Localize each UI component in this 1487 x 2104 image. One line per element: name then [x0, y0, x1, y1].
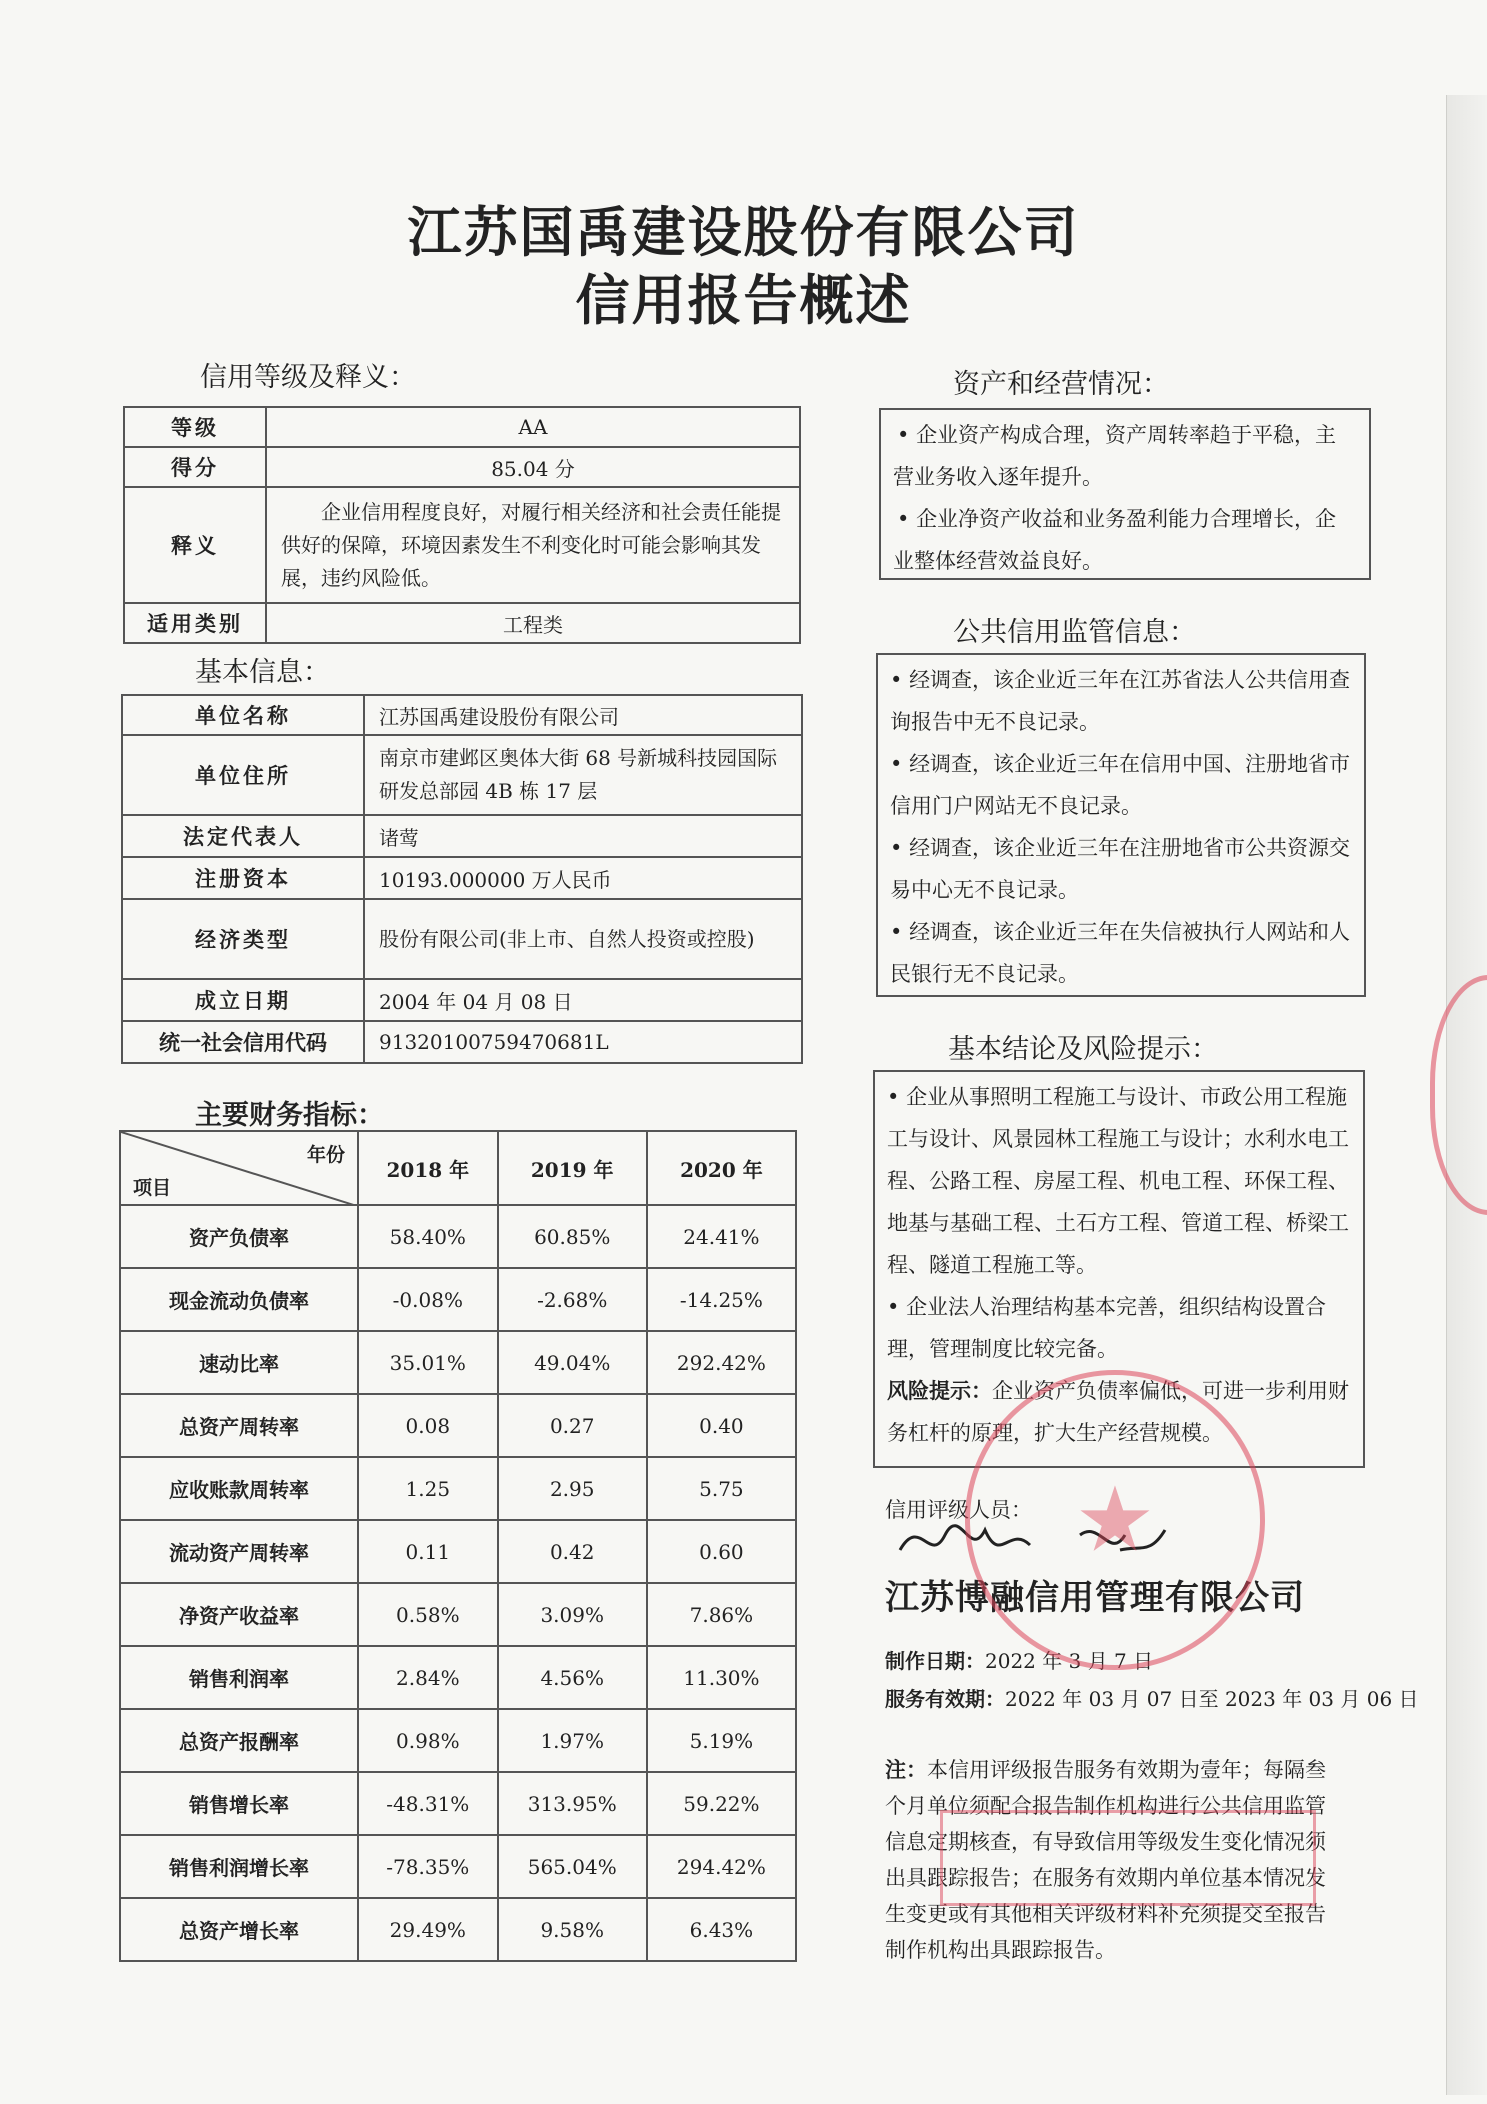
company-seal-stamp [965, 1370, 1265, 1670]
note-label: 注： [885, 1758, 927, 1782]
basic-value: 91320100759470681L [364, 1021, 802, 1063]
basic-heading: 基本信息： [195, 657, 330, 688]
indicator-value: -2.68% [498, 1268, 647, 1331]
valid-value: 2022 年 03 月 07 日至 2023 年 03 月 06 日 [1005, 1687, 1419, 1711]
indicator-label: 总资产报酬率 [120, 1709, 358, 1772]
indicator-label: 速动比率 [120, 1331, 358, 1394]
indicator-value: 9.58% [498, 1898, 647, 1961]
credit-value: 85.04 分 [266, 447, 800, 487]
rater-label: 信用评级人员： [885, 1498, 1032, 1522]
indicator-value: 11.30% [647, 1646, 796, 1709]
corner-bottom: 项目 [133, 1177, 172, 1199]
indicator-value: -14.25% [647, 1268, 796, 1331]
financial-row [120, 1583, 796, 1646]
valid-label: 服务有效期： [885, 1687, 1005, 1711]
indicator-value: 1.25 [358, 1457, 498, 1520]
basic-table [121, 694, 803, 1064]
indicator-label: 资产负债率 [120, 1205, 358, 1268]
credit-label: 适用类别 [124, 603, 266, 643]
edge-seal-stamp [1430, 975, 1487, 1215]
indicator-value: 49.04% [498, 1331, 647, 1394]
public-item: • 经调查，该企业近三年在失信被执行人网站和人民银行无不良记录。 [890, 911, 1352, 995]
basic-value: 南京市建邺区奥体大街 68 号新城科技园国际研发总部园 4B 栋 17 层 [364, 735, 802, 815]
indicator-value: 7.86% [647, 1583, 796, 1646]
basic-label: 单位住所 [122, 735, 364, 815]
credit-heading: 信用等级及释义： [200, 362, 416, 393]
indicator-value: 6.43% [647, 1898, 796, 1961]
credit-value: AA [266, 407, 800, 447]
indicator-value: -48.31% [358, 1772, 498, 1835]
basic-value: 江苏国禹建设股份有限公司 [364, 695, 802, 735]
date-label: 制作日期： [885, 1649, 985, 1673]
financial-row [120, 1268, 796, 1331]
basic-label: 注册资本 [122, 857, 364, 899]
indicator-value: 60.85% [498, 1205, 647, 1268]
title-line1: 江苏国禹建设股份有限公司 [407, 200, 1080, 264]
indicator-value: 565.04% [498, 1835, 647, 1898]
financial-heading: 主要财务指标： [195, 1100, 384, 1131]
indicator-value: 24.41% [647, 1205, 796, 1268]
indicator-value: 0.40 [647, 1394, 796, 1457]
date-value: 2022 年 3 月 7 日 [985, 1649, 1154, 1673]
financial-row [120, 1394, 796, 1457]
financial-row [120, 1520, 796, 1583]
indicator-value: 35.01% [358, 1331, 498, 1394]
indicator-value: 5.75 [647, 1457, 796, 1520]
financial-row [120, 1898, 796, 1961]
credit-label: 得分 [124, 447, 266, 487]
financial-row [120, 1772, 796, 1835]
corner-cell [120, 1131, 358, 1205]
basic-value: 诸莺 [364, 815, 802, 857]
corner-top: 年份 [306, 1144, 345, 1166]
indicator-label: 总资产增长率 [120, 1898, 358, 1961]
financial-body [120, 1205, 796, 1961]
indicator-value: 292.42% [647, 1331, 796, 1394]
note-text: 本信用评级报告服务有效期为壹年；每隔叁个月单位须配合报告制作机构进行公共信用监管信息定期核查，有导致信用等级发生变化情况须出具跟踪报告；在服务有效期内单位基本情况发生变更或有其他相关评级材料补充须提交至报告制作机构出具跟踪报告。 [885, 1758, 1326, 1962]
issuer-company: 江苏博融信用管理有限公司 [885, 1578, 1305, 1618]
indicator-value: 1.97% [498, 1709, 647, 1772]
indicator-label: 应收账款周转率 [120, 1457, 358, 1520]
indicator-value: 0.27 [498, 1394, 647, 1457]
indicator-value: 2.84% [358, 1646, 498, 1709]
year-header: 2018 年 [358, 1131, 498, 1205]
public-heading: 公共信用监管信息： [953, 617, 1196, 648]
star-icon: ★ [1074, 1467, 1156, 1573]
indicator-label: 总资产周转率 [120, 1394, 358, 1457]
basic-value: 股份有限公司(非上市、自然人投资或控股) [364, 899, 802, 979]
indicator-value: 0.08 [358, 1394, 498, 1457]
financial-row [120, 1457, 796, 1520]
assets-item: • 企业净资产收益和业务盈利能力合理增长，企业整体经营效益良好。 [893, 498, 1357, 582]
public-item: • 经调查，该企业近三年在江苏省法人公共信用查询报告中无不良记录。 [890, 659, 1352, 743]
year-header: 2020 年 [647, 1131, 796, 1205]
indicator-label: 销售利润增长率 [120, 1835, 358, 1898]
indicator-value: -0.08% [358, 1268, 498, 1331]
basic-label: 法定代表人 [122, 815, 364, 857]
assets-item: • 企业资产构成合理，资产周转率趋于平稳，主营业务收入逐年提升。 [893, 414, 1357, 498]
indicator-value: 0.60 [647, 1520, 796, 1583]
indicator-label: 销售利润率 [120, 1646, 358, 1709]
financial-table [119, 1130, 797, 1962]
basic-label: 单位名称 [122, 695, 364, 735]
credit-table [123, 406, 801, 644]
indicator-label: 销售增长率 [120, 1772, 358, 1835]
credit-label: 等级 [124, 407, 266, 447]
basic-label: 成立日期 [122, 979, 364, 1021]
public-item: • 经调查，该企业近三年在注册地省市公共资源交易中心无不良记录。 [890, 827, 1352, 911]
financial-row [120, 1205, 796, 1268]
indicator-label: 流动资产周转率 [120, 1520, 358, 1583]
year-header: 2019 年 [498, 1131, 647, 1205]
indicator-value: 0.58% [358, 1583, 498, 1646]
basic-value: 2004 年 04 月 08 日 [364, 979, 802, 1021]
indicator-value: 59.22% [647, 1772, 796, 1835]
assets-box [879, 408, 1371, 580]
assets-heading: 资产和经营情况： [953, 369, 1169, 400]
indicator-label: 现金流动负债率 [120, 1268, 358, 1331]
certificate-stamp [940, 1810, 1316, 1906]
indicator-label: 净资产收益率 [120, 1583, 358, 1646]
indicator-value: 0.98% [358, 1709, 498, 1772]
credit-value: 企业信用程度良好，对履行相关经济和社会责任能提供好的保障，环境因素发生不利变化时可能会影响其发展，违约风险低。 [266, 487, 800, 603]
indicator-value: 3.09% [498, 1583, 647, 1646]
conclusion-heading: 基本结论及风险提示： [948, 1034, 1218, 1065]
financial-row [120, 1835, 796, 1898]
risk-text: 企业资产负债率偏低，可进一步利用财务杠杆的原理，扩大生产经营规模。 [887, 1379, 1349, 1445]
credit-label: 释义 [124, 487, 266, 603]
indicator-value: 0.11 [358, 1520, 498, 1583]
valid-line [885, 1683, 1419, 1712]
indicator-value: 313.95% [498, 1772, 647, 1835]
indicator-value: 58.40% [358, 1205, 498, 1268]
financial-row [120, 1331, 796, 1394]
financial-row [120, 1709, 796, 1772]
indicator-value: -78.35% [358, 1835, 498, 1898]
indicator-value: 294.42% [647, 1835, 796, 1898]
indicator-value: 4.56% [498, 1646, 647, 1709]
basic-value: 10193.000000 万人民币 [364, 857, 802, 899]
credit-value: 工程类 [266, 603, 800, 643]
conclusion-item: • 企业法人治理结构基本完善，组织结构设置合理，管理制度比较完备。 [887, 1286, 1351, 1370]
indicator-value: 0.42 [498, 1520, 647, 1583]
title-line2: 信用报告概述 [575, 268, 912, 332]
indicator-value: 2.95 [498, 1457, 647, 1520]
public-item: • 经调查，该企业近三年在信用中国、注册地省市信用门户网站无不良记录。 [890, 743, 1352, 827]
financial-row [120, 1646, 796, 1709]
basic-label: 经济类型 [122, 899, 364, 979]
risk-label: 风险提示： [887, 1379, 992, 1403]
indicator-value: 29.49% [358, 1898, 498, 1961]
basic-label: 统一社会信用代码 [122, 1021, 364, 1063]
conclusion-item: • 企业从事照明工程施工与设计、市政公用工程施工与设计、风景园林工程施工与设计；水利水电工程、公路工程、房屋工程、机电工程、环保工程、地基与基础工程、土石方工程、管道工程、桥梁工程、隧道工程施工等。 [887, 1076, 1351, 1286]
indicator-value: 5.19% [647, 1709, 796, 1772]
public-box [876, 653, 1366, 997]
